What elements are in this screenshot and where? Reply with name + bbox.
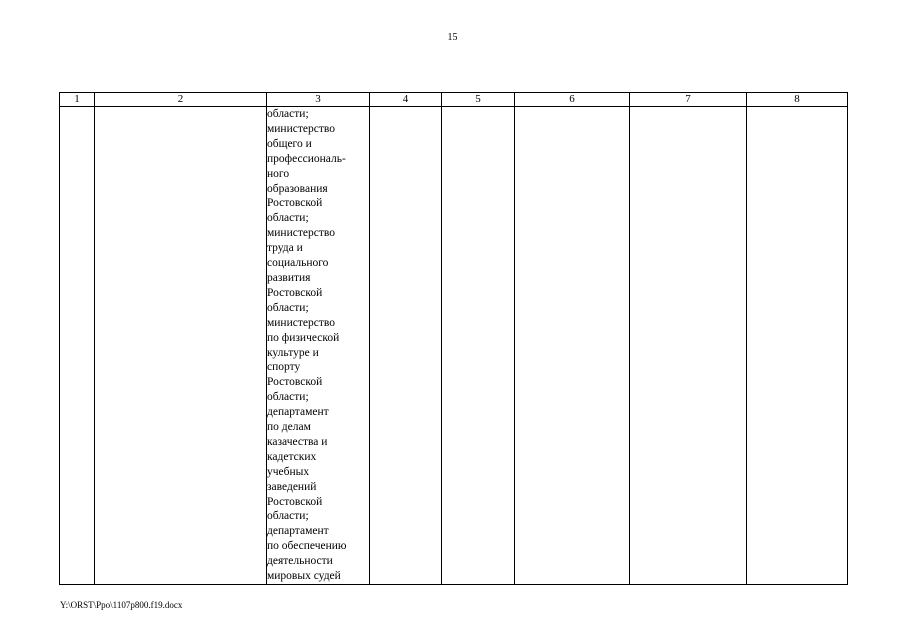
column-header-7: 7 xyxy=(630,93,747,107)
cell-col-7 xyxy=(630,107,747,585)
cell-line: Ростовской xyxy=(267,197,323,210)
cell-col-3-text xyxy=(267,107,369,584)
cell-col-6 xyxy=(515,107,630,585)
cell-line: по физической xyxy=(267,331,340,344)
column-header-3: 3 xyxy=(267,93,370,107)
cell-col-8 xyxy=(747,107,848,585)
cell-col-3 xyxy=(267,107,370,585)
cell-line: кадетских xyxy=(267,450,317,463)
cell-line: по обеспечению xyxy=(267,540,347,553)
cell-line: деятельности xyxy=(267,555,333,568)
cell-line: профессиональ- xyxy=(267,152,346,165)
cell-line: Ростовской xyxy=(267,376,323,389)
cell-col-1 xyxy=(60,107,95,585)
cell-line: образования xyxy=(267,182,328,195)
cell-line: Ростовской xyxy=(267,495,323,508)
cell-line: области; xyxy=(267,212,309,225)
column-header-8: 8 xyxy=(747,93,848,107)
column-header-5: 5 xyxy=(442,93,515,107)
column-header-1: 1 xyxy=(60,93,95,107)
page-number: 15 xyxy=(447,32,458,43)
cell-line: министерство xyxy=(267,227,335,240)
cell-line: развития xyxy=(267,271,311,284)
cell-line: социального xyxy=(267,257,329,270)
cell-line: области; xyxy=(267,510,309,523)
footer-file-path: Y:\ORST\Ppo\1107p800.f19.docx xyxy=(60,600,183,610)
cell-line: общего и xyxy=(267,137,312,150)
cell-line: казачества и xyxy=(267,435,328,448)
column-header-6: 6 xyxy=(515,93,630,107)
table-header-row xyxy=(60,93,848,107)
cell-col-2 xyxy=(95,107,267,585)
table-row xyxy=(60,107,848,585)
cell-line: спорту xyxy=(267,361,301,374)
cell-line: ного xyxy=(267,167,290,180)
document-table xyxy=(59,92,848,585)
cell-line: министерство xyxy=(267,316,335,329)
cell-line: культуре и xyxy=(267,346,319,359)
cell-line: области; xyxy=(267,301,309,314)
cell-line: области; xyxy=(267,391,309,404)
column-header-2: 2 xyxy=(95,93,267,107)
cell-line: труда и xyxy=(267,242,303,255)
cell-line: мировых судей xyxy=(267,570,341,583)
cell-line: министерство xyxy=(267,122,335,135)
cell-col-5 xyxy=(442,107,515,585)
cell-line: области; xyxy=(267,108,309,120)
cell-line: департамент xyxy=(267,406,329,419)
cell-line: департамент xyxy=(267,525,329,538)
column-header-4: 4 xyxy=(370,93,442,107)
cell-line: учебных xyxy=(267,465,310,478)
cell-line: заведений xyxy=(267,480,317,493)
cell-col-4 xyxy=(370,107,442,585)
cell-line: по делам xyxy=(267,421,311,434)
cell-line: Ростовской xyxy=(267,286,323,299)
